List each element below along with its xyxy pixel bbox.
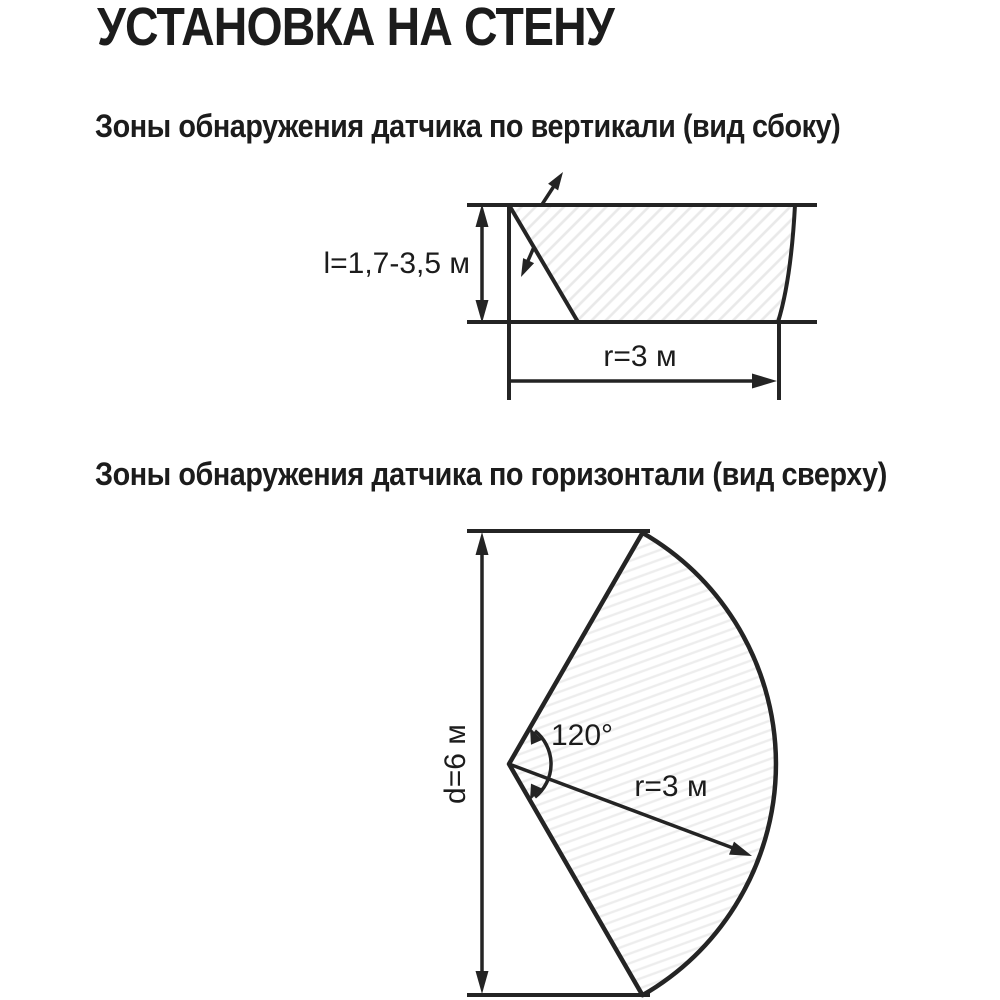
beam-up-arrow [541,172,563,206]
beam-down-arrow [521,247,534,277]
subtitle-horizontal-view: Зоны обнаружения датчика по горизонтали (вид сверху) [95,456,887,492]
arrowhead-down-icon [476,971,489,994]
arrowhead-up-icon [476,204,489,227]
detection-zone-vertical [509,205,795,322]
arrowhead-down-icon [476,300,489,323]
subtitle-vertical-view: Зоны обнаружения датчика по вертикали (вид сбоку) [95,108,841,144]
angle-label: 120° [550,719,614,752]
arrowhead-up-icon [476,532,489,555]
diameter-dimension-label: d=6 м [439,724,472,804]
detection-sector [509,533,776,995]
height-dimension-label: l=1,7-3,5 м [323,247,470,280]
arrowhead-upright-icon [548,172,563,190]
page-title: УСТАНОВКА НА СТЕНУ [97,0,614,57]
radius-dimension-label-horizontal: r=3 м [634,770,708,803]
arrowhead-downleft-icon [521,258,534,277]
diameter-dimension-arrow [476,532,489,994]
radius-dimension-arrow [509,374,777,389]
diagram-horizontal-view [467,531,776,995]
arrowhead-right-icon [752,374,777,389]
height-dimension-arrow [476,204,489,323]
radius-dimension-label-vertical: r=3 м [603,340,677,373]
